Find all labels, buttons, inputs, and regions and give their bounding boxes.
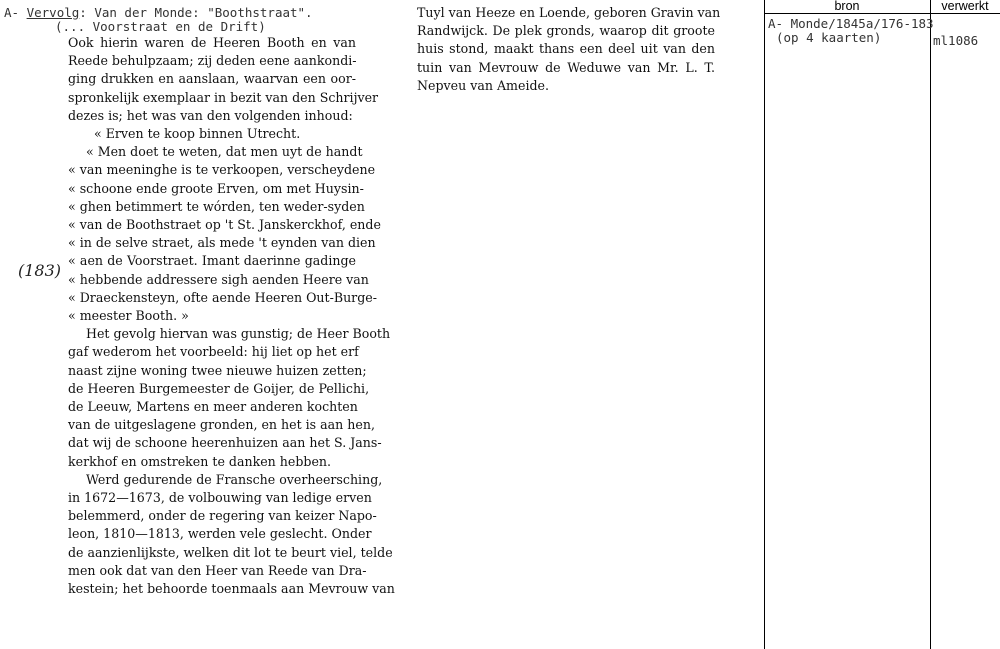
bron-card-count: (op 4 kaarten) (776, 30, 882, 45)
text-line: « van meeninghe is te verkoopen, verscheydene (68, 162, 376, 178)
card-header (4, 5, 313, 20)
text-line: naast zijne woning twee nieuwe huizen zetten; (68, 362, 367, 378)
text-line: « Draeckensteyn, ofte aende Heeren Out-Burge- (68, 289, 377, 305)
text-line: « aen de Voorstraet. Imant daerinne gadinge (68, 253, 356, 269)
text-line: leon, 1810—1813, werden vele geslecht. Onder (68, 526, 372, 542)
text-line: « Men doet te weten, dat men uyt de handt (86, 144, 363, 160)
header-vervolg: Vervolg (26, 5, 80, 20)
verwerkt-value: ml1086 (933, 33, 979, 48)
text-line: « van de Boothstraet op 't St. Janskerckhof, ende (68, 217, 381, 233)
card-subheader: (... Voorstraat en de Drift) (55, 19, 266, 34)
text-line: ging drukken en aanslaan, waarvan een oor- (68, 71, 356, 87)
table-column-divider (930, 0, 931, 649)
text-line: « ghen betimmert te wórden, ten weder-syden (68, 198, 365, 214)
text-line: de Heeren Burgemeester de Goijer, de Pellichi, (68, 380, 370, 396)
text-line: « meester Booth. » (68, 308, 189, 324)
text-line: Ook hierin waren de Heeren Booth en van (68, 35, 356, 50)
header-title: : Van der Monde: "Boothstraat". (79, 5, 313, 20)
left-text-column (68, 34, 395, 598)
column-header-verwerkt: verwerkt (941, 0, 989, 13)
bron-reference: A- Monde/1845a/176-183 (768, 16, 934, 31)
table-left-border (764, 0, 765, 649)
text-line: kestein; het behoorde toenmaals aan Mevrouw van (68, 581, 395, 597)
text-line: belemmerd, onder de regering van keizer Napo- (68, 508, 377, 524)
text-line: Werd gedurende de Fransche overheersching, (86, 471, 383, 487)
header-prefix: A- (4, 5, 20, 20)
text-line: men ook dat van den Heer van Reede van Dra- (68, 562, 367, 578)
text-line: spronkelijk exemplaar in bezit van den Schrijver (68, 89, 379, 105)
text-line: Nepveu van Ameide. (417, 77, 549, 93)
text-line: « Erven te koop binnen Utrecht. (94, 126, 301, 142)
text-line: de aanzienlijkste, welken dit lot te beurt viel, telde (68, 544, 393, 560)
margin-page-number: (183) (18, 261, 62, 280)
text-line: gaf wederom het voorbeeld: hij liet op het erf (68, 344, 359, 360)
text-line: de Leeuw, Martens en meer anderen kochten (68, 399, 358, 415)
text-line: in 1672—1673, de volbouwing van ledige erven (68, 490, 372, 506)
text-line: « in de selve straet, als mede 't eynden van dien (68, 235, 376, 251)
text-line: kerkhof en omstreken te danken hebben. (68, 453, 332, 469)
text-line: Reede behulpzaam; zij deden eene aankondi- (68, 53, 357, 69)
text-line: Het gevolg hiervan was gunstig; de Heer Booth (86, 326, 391, 342)
text-line: « schoone ende groote Erven, om met Huysin- (68, 180, 364, 196)
right-text-column (417, 4, 721, 95)
column-header-bron: bron (834, 0, 860, 13)
text-line: dezes is; het was van den volgenden inhoud: (68, 107, 353, 123)
text-line: Randwijck. De plek gronds, waarop dit groote (417, 23, 715, 39)
text-line: dat wij de schoone heerenhuizen aan het S. Jans- (68, 435, 382, 451)
text-line: Tuyl van Heeze en Loende, geboren Gravin van (417, 5, 721, 20)
text-line: van de uitgeslagene gronden, en het is aan hen, (68, 417, 375, 433)
text-line: « hebbende addressere sigh aenden Heere van (68, 271, 369, 287)
text-line: tuin van Mevrouw de Weduwe van Mr. L. T. (417, 59, 715, 75)
table-header-rule (764, 13, 1000, 14)
text-line: huis stond, maakt thans een deel uit van den (417, 41, 715, 57)
